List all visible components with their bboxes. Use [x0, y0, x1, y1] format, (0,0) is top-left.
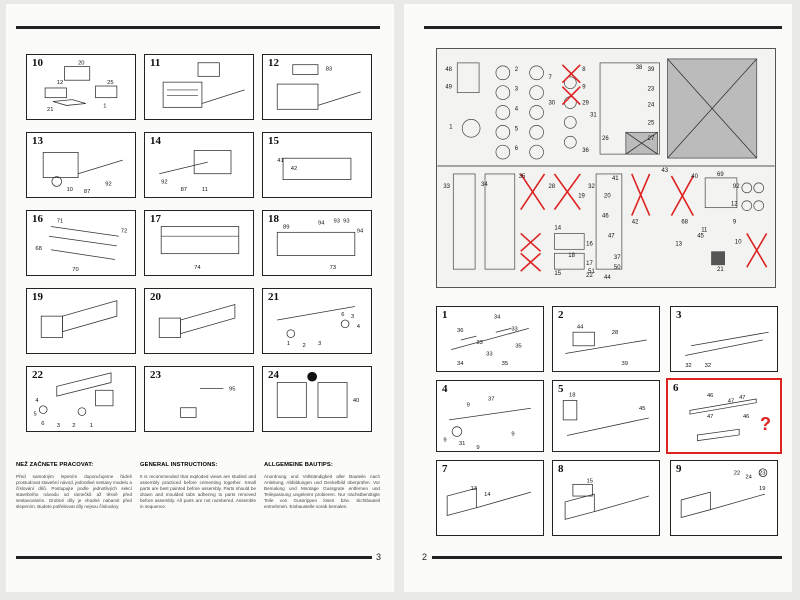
- sprue-part-number: 11: [701, 227, 708, 234]
- instruction-page-right: [404, 4, 792, 592]
- part-label: 23: [759, 470, 766, 477]
- step-20-panel: [144, 288, 254, 354]
- step-17-panel: [144, 210, 254, 276]
- sprue-part-number: 33: [443, 183, 450, 190]
- step-21-panel: [262, 288, 372, 354]
- step-23-panel: [144, 366, 254, 432]
- part-label: 83: [325, 66, 333, 73]
- step-number: 5: [558, 383, 564, 395]
- sprue-part-number: 50: [613, 265, 621, 272]
- part-label: 33: [511, 326, 518, 333]
- instructions-en: [140, 462, 256, 510]
- assembly-drawing: [27, 133, 135, 197]
- part-label: 31: [458, 441, 466, 448]
- part-label: 40: [352, 397, 360, 404]
- part-label: 87: [180, 187, 188, 194]
- sprue-part-number: 38: [635, 64, 643, 71]
- assembly-drawing: [263, 367, 371, 431]
- part-label: 1: [89, 423, 93, 430]
- body-text: It is recommended that exploded views are studied and assembly practiced before cementing together. Small parts are best painted before assembly. Parts should be drawn and moulded tabs adhering to parts removed before assembly. All parts are not numbered. Assemble in sequence.: [140, 474, 256, 509]
- sprue-part-number: 18: [568, 253, 575, 260]
- step-number: 22: [32, 369, 43, 381]
- sprue-part-number: 51: [588, 269, 595, 276]
- step-5-panel: [552, 380, 660, 452]
- assembly-drawing: [437, 307, 543, 371]
- part-label: 22: [733, 470, 741, 477]
- part-label: 92: [105, 181, 112, 188]
- part-label: 46: [706, 393, 714, 400]
- sprue-part-number: 4: [514, 106, 519, 113]
- step-number: 21: [268, 291, 279, 303]
- part-label: 15: [586, 478, 594, 485]
- assembly-drawing: [553, 461, 659, 535]
- part-label: 9: [466, 402, 470, 409]
- part-label: 95: [229, 386, 236, 393]
- heading: GENERAL INSTRUCTIONS:: [140, 462, 218, 468]
- assembly-drawing: [263, 133, 371, 197]
- step-3-panel: [670, 306, 778, 372]
- bottom-rule: [432, 556, 782, 559]
- part-label: 37: [488, 396, 495, 403]
- assembly-drawing: [145, 289, 253, 353]
- step-7-panel: [436, 460, 544, 536]
- step-number: 7: [442, 463, 448, 475]
- part-label: 74: [194, 265, 201, 272]
- step-number: 2: [558, 309, 564, 321]
- step-14-panel: [144, 132, 254, 198]
- sprue-part-number: 34: [481, 181, 488, 188]
- part-label: 93: [343, 218, 350, 225]
- step-number: 6: [673, 382, 679, 394]
- step-19-panel: [26, 288, 136, 354]
- sprue-part-number: 40: [691, 173, 698, 180]
- assembly-drawing: [553, 381, 659, 451]
- heading: NEŽ ZAČNETE PRACOVAT:: [16, 462, 94, 468]
- part-label: 39: [621, 361, 628, 368]
- part-label: 72: [120, 228, 128, 235]
- part-label: 4: [356, 323, 360, 330]
- part-label: 34: [493, 314, 501, 321]
- part-label: 9: [443, 437, 447, 444]
- sprue-part-number: 29: [582, 100, 589, 107]
- sprue-part-number: 2: [514, 66, 519, 73]
- step-6-panel-highlighted: [666, 378, 782, 454]
- step-number: 3: [676, 309, 682, 321]
- step-number: 4: [442, 383, 448, 395]
- sprue-part-number: 24: [647, 102, 655, 109]
- sprue-part-number: 16: [586, 241, 593, 248]
- step-24-panel: [262, 366, 372, 432]
- assembly-drawing: [263, 55, 371, 119]
- sprue-part-number: 37: [613, 255, 621, 262]
- step-22-panel: [26, 366, 136, 432]
- assembly-drawing: [145, 367, 253, 431]
- sprue-part-number: 14: [554, 225, 562, 232]
- sprue-part-number: 45: [697, 233, 704, 240]
- sprue-part-number: 48: [445, 66, 452, 73]
- part-label: 12: [56, 80, 64, 87]
- step-16-panel: [26, 210, 136, 276]
- step-number: 12: [268, 57, 279, 69]
- body-text: Anordnung und Vollständigkeit aller Bauteile nach Anleitung, Abbildungen und Deckelbild überprüfen. Vor Bemalung und Montage Gussgrate entfernen und Teilepassung ungeleimt probieren. Nur nächstbenötigte Teile von Gussrippen lösen bzw. Sichtbauteil entnehmen. Einbaustelle vorab bemalen.: [264, 474, 380, 509]
- step-4-panel: [436, 380, 544, 452]
- part-label: 6: [41, 421, 45, 428]
- step-9-panel: [670, 460, 778, 536]
- assembly-drawing: [553, 307, 659, 371]
- step-8-panel: [552, 460, 660, 536]
- part-label: 32: [685, 363, 692, 370]
- sprue-part-number: 43: [661, 167, 669, 174]
- part-label: 13: [470, 486, 478, 493]
- sprue-part-number: 30: [548, 100, 556, 107]
- part-label: 33: [486, 351, 493, 358]
- sprue-part-number: 21: [717, 267, 724, 274]
- part-label: 93: [333, 218, 340, 225]
- sprue-part-number: 26: [602, 136, 609, 143]
- part-label: 9: [511, 431, 515, 438]
- part-label: 24: [745, 474, 752, 481]
- sprue-part-number: 36: [582, 148, 589, 155]
- part-label: 2: [72, 423, 76, 430]
- instructions-de: [264, 462, 380, 510]
- part-label: 92: [161, 179, 168, 186]
- part-label: 19: [759, 486, 766, 493]
- sprue-part-number: 25: [647, 120, 655, 127]
- sprue-drawing: [437, 49, 775, 287]
- part-label: 41: [277, 158, 284, 165]
- part-label: 87: [83, 189, 91, 196]
- part-label: 94: [356, 228, 364, 235]
- assembly-drawing: [145, 55, 253, 119]
- instruction-page-left: [6, 4, 394, 592]
- part-label: 9: [476, 445, 480, 451]
- step-number: 15: [268, 135, 279, 147]
- part-label: 68: [35, 245, 42, 252]
- part-label: 89: [283, 224, 290, 231]
- step-2-panel: [552, 306, 660, 372]
- part-label: 4: [35, 397, 39, 404]
- top-rule: [424, 26, 782, 29]
- heading: ALLGEMEINE BAUTIPS:: [264, 462, 333, 468]
- sprue-part-number: 39: [647, 66, 655, 73]
- part-label: 1: [286, 341, 291, 348]
- assembly-drawing: [27, 367, 135, 431]
- part-label: 70: [72, 267, 79, 274]
- page-number: 2: [422, 552, 428, 562]
- sprue-part-number: 9: [582, 84, 586, 91]
- sprue-part-number: 9: [732, 219, 737, 226]
- step-number: 20: [150, 291, 161, 303]
- assembly-drawing: [263, 211, 371, 275]
- part-label: 11: [201, 187, 208, 194]
- step-number: 19: [32, 291, 43, 303]
- part-label: 47: [706, 413, 714, 420]
- instructions-cz: [16, 462, 132, 510]
- step-number: 10: [32, 57, 43, 69]
- part-label: 42: [290, 165, 298, 172]
- body-text: Před samotným lepením doporučujeme řádně prostudovat stavební návod, jednotlivé sestavy modelu a číslování dílů. Postupujte podle jednotlivých sekcí stavebního návodu od rámečků až těsně před sestavováním. Drobné díly je vhodné nabarvit před slepením. Budete potřebovat díly nejsou číslovány.: [16, 474, 132, 509]
- part-label: 14: [484, 492, 491, 499]
- sprue-part-number: 22: [586, 273, 593, 280]
- assembly-drawing: [437, 461, 543, 535]
- sprue-part-number: 68: [681, 219, 688, 226]
- part-label: 3: [317, 341, 322, 348]
- step-number: 13: [32, 135, 43, 147]
- step-number: 14: [150, 135, 161, 147]
- part-label: 1: [103, 103, 107, 110]
- step-13-panel: [26, 132, 136, 198]
- assembly-drawing: [27, 211, 135, 275]
- sprue-part-number: 1: [449, 124, 453, 131]
- part-label: 25: [107, 80, 114, 87]
- part-label: 94: [317, 220, 325, 227]
- step-number: 24: [268, 369, 279, 381]
- assembly-drawing: [671, 461, 777, 535]
- assembly-drawing: [27, 289, 135, 353]
- part-label: 20: [78, 60, 85, 67]
- part-label: 71: [56, 218, 64, 225]
- part-label: 32: [704, 363, 712, 370]
- part-label: 18: [569, 392, 576, 399]
- sprue-part-number: 41: [611, 175, 619, 182]
- sprue-part-number: 47: [607, 233, 615, 240]
- sprue-part-number: 8: [582, 66, 586, 73]
- sprue-part-number: 6: [514, 146, 519, 153]
- sprue-part-number: 7: [548, 74, 552, 81]
- sprue-part-number: 46: [602, 213, 609, 220]
- sprue-part-number: 69: [717, 171, 724, 178]
- part-label: 35: [515, 343, 522, 350]
- part-label: 36: [457, 328, 464, 335]
- parts-sprue-diagram: [436, 48, 776, 288]
- sprue-part-number: 13: [675, 241, 683, 248]
- step-number: 9: [676, 463, 682, 475]
- part-label: 46: [742, 413, 750, 420]
- sprue-part-number: 20: [604, 193, 611, 200]
- sprue-part-number: 92: [732, 183, 740, 190]
- step-number: 23: [150, 369, 161, 381]
- sprue-part-number: 3: [514, 86, 519, 93]
- part-label: 3: [56, 423, 60, 430]
- sprue-part-number: 15: [554, 271, 562, 278]
- part-label: 47: [727, 398, 735, 405]
- sprue-part-number: 27: [647, 136, 655, 143]
- step-number: 18: [268, 213, 279, 225]
- step-number: 17: [150, 213, 161, 225]
- step-1-panel: [436, 306, 544, 372]
- assembly-drawing: [145, 211, 253, 275]
- part-label: 44: [576, 324, 584, 331]
- sprue-part-number: 12: [730, 201, 738, 208]
- part-label: 3: [350, 314, 355, 321]
- step-11-panel: [144, 54, 254, 120]
- assembly-drawing: [145, 133, 253, 197]
- step-12-panel: [262, 54, 372, 120]
- sprue-part-number: 17: [586, 261, 593, 268]
- bottom-rule: [16, 556, 372, 559]
- part-label: 35: [501, 361, 509, 368]
- sprue-part-number: 28: [548, 183, 556, 190]
- step-number: 1: [442, 309, 448, 321]
- part-label: 5: [33, 411, 37, 418]
- step-10-panel: [26, 54, 136, 120]
- assembly-drawing: [263, 289, 371, 353]
- assembly-drawing: [27, 55, 135, 119]
- sprue-part-number: 31: [590, 112, 597, 119]
- part-label: 45: [639, 406, 646, 413]
- sprue-part-number: 23: [647, 86, 655, 93]
- sprue-part-number: 35: [518, 173, 526, 180]
- sprue-part-number: 49: [445, 84, 452, 91]
- sprue-part-number: 32: [588, 183, 595, 190]
- sprue-part-number: 42: [631, 219, 639, 226]
- sprue-part-number: 5: [514, 126, 519, 133]
- assembly-drawing: [437, 381, 543, 451]
- step-18-panel: [262, 210, 372, 276]
- part-label: 21: [47, 107, 54, 114]
- page-number: 3: [376, 552, 382, 562]
- part-label: 47: [739, 394, 746, 401]
- part-label: 34: [457, 361, 464, 368]
- step-number: 8: [558, 463, 564, 475]
- step-number: 11: [150, 57, 161, 69]
- sprue-part-number: 10: [734, 239, 742, 246]
- part-label: 28: [611, 330, 619, 337]
- top-rule: [16, 26, 380, 29]
- sprue-part-number: 19: [578, 193, 585, 200]
- part-label: 73: [329, 265, 337, 272]
- part-label: 33: [476, 339, 483, 346]
- assembly-drawing: [671, 307, 777, 371]
- question-mark: ?: [760, 414, 771, 434]
- step-number: 16: [32, 213, 43, 225]
- part-label: 10: [66, 187, 73, 194]
- part-label: 2: [302, 343, 306, 350]
- part-label: 6: [341, 312, 345, 319]
- sprue-part-number: 44: [604, 275, 611, 282]
- step-15-panel: [262, 132, 372, 198]
